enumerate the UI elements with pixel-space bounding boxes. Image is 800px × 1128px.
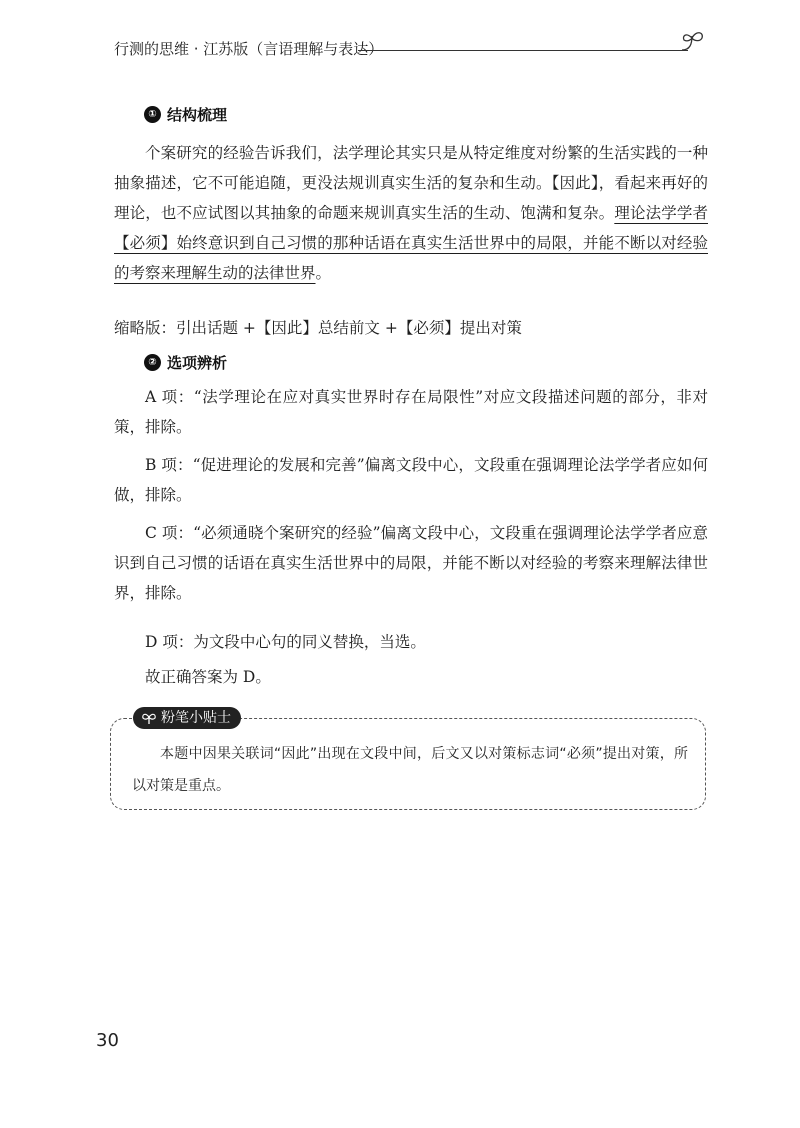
section-heading-structure — [144, 104, 227, 125]
header-title: 行测的思维 · 江苏版（言语理解与表达） — [114, 40, 384, 58]
section-badge: ② — [144, 354, 161, 371]
tip-label — [133, 707, 241, 729]
tip-text: 本题中因果关联词“因此”出现在文段中间，后文又以对策标志词“必须”提出对策，所以对策是重点。 — [132, 746, 688, 794]
sprout-icon — [141, 711, 157, 725]
section-heading-text: 结构梳理 — [167, 106, 228, 124]
option-d: D 项：为文段中心句的同义替换，当选。 — [145, 633, 426, 651]
header-rule — [358, 50, 688, 51]
section-heading-options — [144, 352, 227, 373]
section-badge: ① — [144, 106, 161, 123]
structure-text: 个案研究的经验告诉我们，法学理论其实只是从特定维度对纷繁的生活实践的一种抽象描述，它不可能追随，更没法规训真实生活的复杂和生动。【因此】，看起来再好的理论，也不应试图以其抽象的命题来规训真实生活的生动、饱满和复杂。 — [114, 144, 708, 222]
key-sentence-underlined: 理论法学学者【必须】始终意识到自己习惯的那种话语在真实生活世界中的局限，并能不断以对经验的考察来理解生动的法律世界 — [114, 204, 708, 282]
structure-text-end: 。 — [315, 264, 332, 282]
page-number: 30 — [96, 1030, 119, 1051]
option-b: B 项：“促进理论的发展和完善”偏离文段中心，文段重在强调理论法学学者应如何做，排除。 — [114, 456, 708, 504]
summary-line: 缩略版：引出话题 +【因此】总结前文 +【必须】提出对策 — [114, 319, 522, 337]
structure-paragraph — [114, 138, 708, 288]
answer-line: 故正确答案为 D。 — [145, 668, 271, 686]
running-header — [114, 36, 714, 66]
option-c: C 项：“必须通晓个案研究的经验”偏离文段中心，文段重在强调理论法学学者应意识到自己习惯的话语在真实生活世界中的局限，并能不断以对经验的考察来理解法律世界，排除。 — [114, 524, 708, 602]
sprout-icon — [680, 30, 708, 56]
option-a: A 项：“法学理论在应对真实世界时存在局限性”对应文段描述问题的部分，非对策，排除。 — [114, 388, 708, 436]
tip-label-text: 粉笔小贴士 — [161, 710, 231, 726]
section-heading-text: 选项辨析 — [167, 354, 228, 372]
